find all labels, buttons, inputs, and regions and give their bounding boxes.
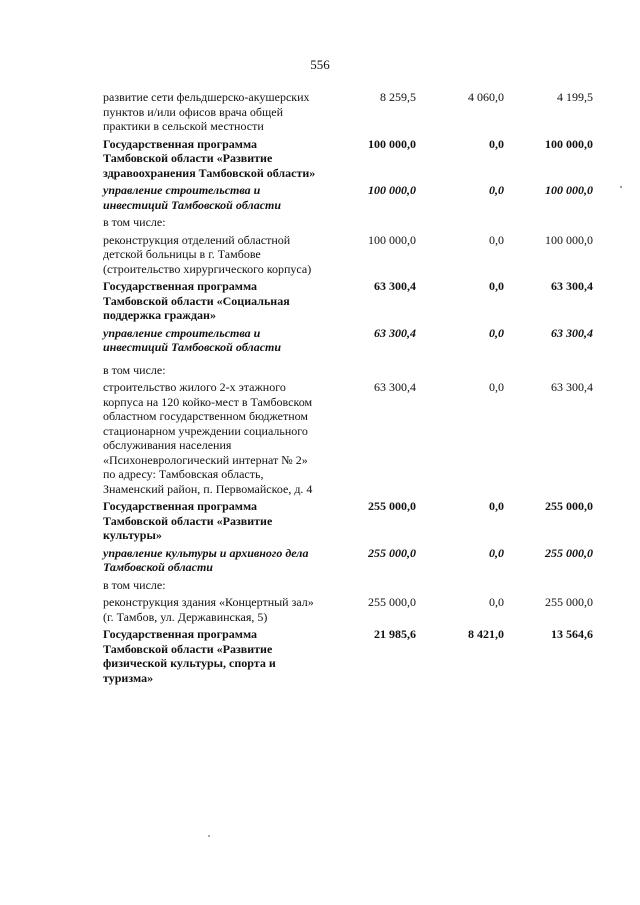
row-value-3-cell: 255 000,0 bbox=[545, 499, 593, 513]
row-value-1-cell: 255 000,0 bbox=[368, 545, 416, 560]
row-value-3-cell: 63 300,4 bbox=[551, 380, 593, 394]
row-value-2-cell: 0,0 bbox=[489, 545, 504, 560]
row-name-cell: развитие сети фельдшерско-акушерских пунктов и/или офисов врача общей практики в сельской местности bbox=[103, 90, 310, 133]
row-value-1-cell: 100 000,0 bbox=[368, 232, 416, 247]
row-value-2-cell: 0,0 bbox=[489, 232, 504, 247]
row-value-1-cell bbox=[323, 575, 416, 593]
row-value-1-cell: 21 985,6 bbox=[374, 627, 416, 641]
row-value-2-cell: 0,0 bbox=[489, 380, 504, 394]
row-name-cell: Государственная программа Тамбовской области «Развитие физической культуры, спорта и туризма» bbox=[103, 627, 276, 685]
table-row bbox=[103, 276, 593, 323]
row-name-cell: Государственная программа Тамбовской области «Социальная поддержка граждан» bbox=[103, 279, 290, 322]
row-value-3-cell: 63 300,4 bbox=[551, 279, 593, 293]
row-value-3-cell: 100 000,0 bbox=[545, 136, 593, 151]
row-value-2-cell: 0,0 bbox=[489, 325, 504, 340]
row-value-1-cell: 100 000,0 bbox=[368, 136, 416, 151]
table-row bbox=[103, 592, 593, 624]
row-value-2-cell: 0,0 bbox=[489, 595, 504, 609]
row-name-cell: реконструкция отделений областной детской больницы в г. Тамбове (строительство хирургического корпуса) bbox=[103, 232, 312, 276]
row-value-1-cell: 100 000,0 bbox=[368, 183, 416, 197]
table-row bbox=[103, 575, 593, 593]
row-value-3-cell bbox=[504, 212, 593, 230]
row-name-cell: в том числе: bbox=[103, 215, 166, 229]
row-value-3-cell: 13 564,6 bbox=[551, 627, 593, 641]
table-row bbox=[103, 180, 593, 212]
row-value-3-cell: 4 199,5 bbox=[557, 90, 593, 104]
row-name-cell: Государственная программа Тамбовской области «Развитие культуры» bbox=[103, 499, 273, 542]
row-value-3-cell: 63 300,4 bbox=[551, 325, 593, 340]
table-row bbox=[103, 377, 593, 496]
row-value-2-cell: 0,0 bbox=[489, 499, 504, 513]
row-name-cell: строительство жилого 2-х этажного корпуса на 120 койко-мест в Тамбовском областном государственном бюджетном стационарном учреждении социального обслуживания населения «Психоневрологический интернат № 2» по адресу: Тамбовская область, Знаменский район, п. Первомайское, д. 4 bbox=[103, 380, 313, 496]
row-value-1-cell: 63 300,4 bbox=[374, 380, 416, 394]
row-name-cell: Государственная программа Тамбовской области «Развитие здравоохранения Тамбовской области» bbox=[103, 136, 316, 180]
row-value-2-cell: 0,0 bbox=[489, 279, 504, 293]
budget-table bbox=[103, 90, 593, 685]
table-row bbox=[103, 230, 593, 277]
row-value-3-cell bbox=[504, 575, 593, 593]
scan-speck bbox=[620, 186, 622, 188]
table-row bbox=[103, 212, 593, 230]
row-value-3-cell: 100 000,0 bbox=[545, 183, 593, 197]
row-value-3-cell: 255 000,0 bbox=[545, 595, 593, 609]
page-number: 556 bbox=[310, 57, 330, 72]
row-value-2-cell bbox=[416, 575, 504, 593]
row-name-cell: в том числе: bbox=[103, 577, 166, 592]
row-name-cell: в том числе: bbox=[103, 362, 166, 377]
row-value-1-cell: 63 300,4 bbox=[374, 279, 416, 293]
row-value-2-cell: 8 421,0 bbox=[468, 627, 504, 641]
table-row bbox=[103, 496, 593, 543]
row-name-cell: управление строительства и инвестиций Тамбовской области bbox=[103, 183, 282, 212]
table-row bbox=[103, 90, 593, 134]
table-row bbox=[103, 543, 593, 575]
row-value-1-cell: 63 300,4 bbox=[374, 325, 416, 340]
row-value-1-cell bbox=[323, 212, 416, 230]
row-value-2-cell bbox=[416, 212, 504, 230]
row-value-3-cell: 255 000,0 bbox=[545, 545, 593, 560]
scan-speck bbox=[208, 835, 210, 837]
budget-table-body bbox=[103, 90, 593, 685]
table-row bbox=[103, 355, 593, 378]
table-row bbox=[103, 323, 593, 355]
table-row bbox=[103, 134, 593, 181]
table-row bbox=[103, 624, 593, 685]
row-value-3-cell bbox=[504, 355, 593, 378]
row-value-1-cell: 8 259,5 bbox=[380, 90, 416, 104]
row-value-2-cell: 0,0 bbox=[489, 183, 504, 197]
row-value-2-cell bbox=[416, 355, 504, 378]
row-name-cell: реконструкция здания «Концертный зал» (г. Тамбов, ул. Державинская, 5) bbox=[103, 595, 314, 624]
row-value-2-cell: 0,0 bbox=[489, 136, 504, 151]
row-value-1-cell: 255 000,0 bbox=[368, 595, 416, 609]
row-value-1-cell bbox=[323, 355, 416, 378]
row-name-cell: управление строительства и инвестиций Тамбовской области bbox=[103, 325, 282, 354]
row-value-1-cell: 255 000,0 bbox=[368, 499, 416, 513]
row-value-2-cell: 4 060,0 bbox=[468, 90, 504, 104]
row-value-3-cell: 100 000,0 bbox=[545, 232, 593, 247]
row-name-cell: управление культуры и архивного дела Тамбовской области bbox=[103, 545, 309, 574]
